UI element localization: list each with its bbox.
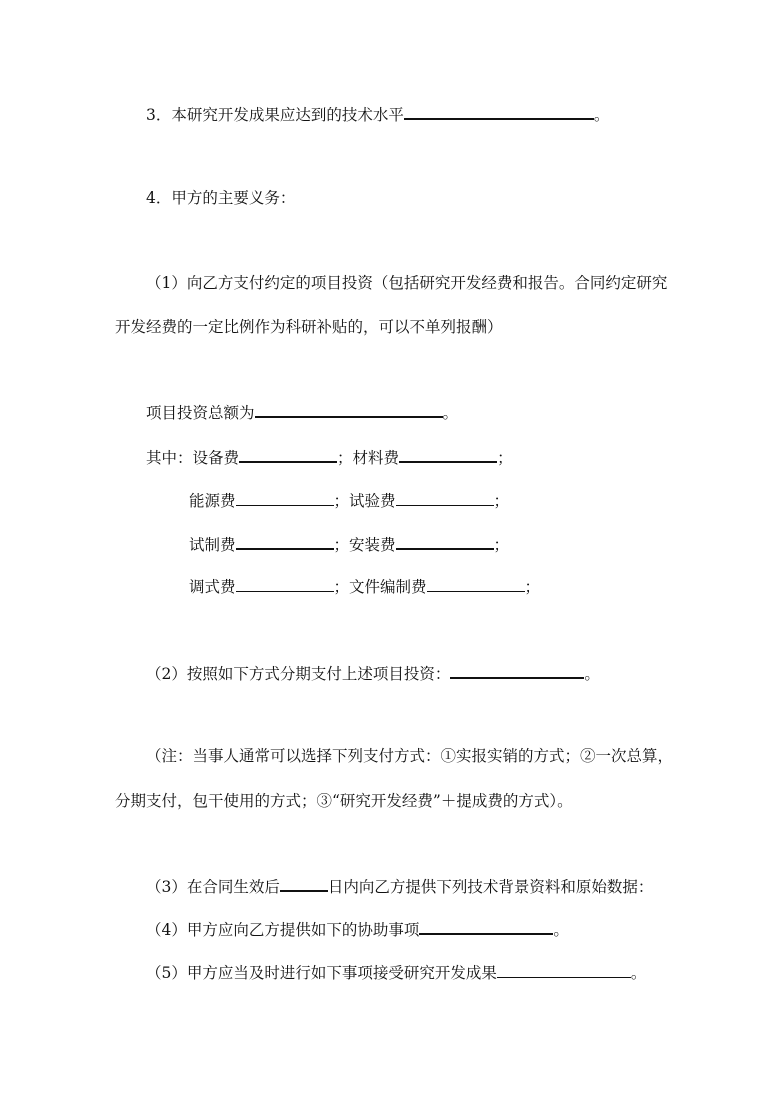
separator: ； <box>333 578 350 596</box>
para-3 <box>146 875 653 897</box>
row-end: ； <box>493 492 510 510</box>
total-suffix: 。 <box>442 404 459 422</box>
row-end: ； <box>497 449 513 467</box>
para-2-text: （2）按照如下方式分期支付上述项目投资： <box>146 665 451 683</box>
para-5 <box>146 962 646 983</box>
note-line-2 <box>115 791 573 811</box>
tech-level-blank[interactable] <box>404 103 594 120</box>
row-end: ； <box>524 578 541 596</box>
trial-production-fee-label: 试制费 <box>189 536 236 554</box>
documentation-fee-label: 文件编制费 <box>349 578 427 596</box>
material-fee-label: 材料费 <box>352 449 400 467</box>
para-3-after: 日内向乙方提供下列技术背景资料和原始数据： <box>327 878 654 896</box>
para-2 <box>146 662 600 684</box>
para-5-text: （5）甲方应当及时进行如下事项接受研究开发成果 <box>146 964 497 982</box>
note-text-1: （注：当事人通常可以选择下列支付方式：①实报实销的方式；②一次总算， <box>146 747 674 765</box>
para-1-line-1 <box>146 273 667 293</box>
item-4-heading <box>146 188 295 208</box>
total-amount-blank[interactable] <box>255 401 443 418</box>
trial-production-fee-blank[interactable] <box>236 533 334 550</box>
note-text-2: 分期支付，包干使用的方式；③“研究开发经费”＋提成费的方式）。 <box>115 792 573 810</box>
para-5-suffix: 。 <box>630 964 647 982</box>
separator: ； <box>333 536 350 554</box>
assistance-blank[interactable] <box>419 918 553 935</box>
para-3-before: （3）在合同生效后 <box>146 878 280 896</box>
equipment-fee-blank[interactable] <box>239 446 337 463</box>
para-4-text: （4）甲方应向乙方提供如下的协助事项 <box>146 921 420 939</box>
para-1-text-2: 开发经费的一定比例作为科研补贴的，可以不单列报酬） <box>115 318 503 336</box>
note-line-1 <box>146 746 673 766</box>
equipment-fee-label: 设备费 <box>192 449 240 467</box>
installation-fee-label: 安装费 <box>349 536 396 554</box>
energy-fee-label: 能源费 <box>189 492 236 510</box>
debugging-fee-blank[interactable] <box>236 576 334 592</box>
material-fee-blank[interactable] <box>399 446 497 463</box>
breakdown-row-2 <box>189 490 509 511</box>
item-4-text: 4．甲方的主要义务： <box>146 189 296 207</box>
acceptance-blank[interactable] <box>497 962 631 978</box>
days-blank[interactable] <box>280 875 328 892</box>
item-3-suffix: 。 <box>593 106 610 124</box>
para-2-suffix: 。 <box>584 665 600 683</box>
breakdown-prefix: 其中： <box>146 449 193 467</box>
installment-blank[interactable] <box>450 662 584 679</box>
para-4-suffix: 。 <box>553 921 569 939</box>
separator: ； <box>333 492 350 510</box>
item-3 <box>146 103 609 125</box>
test-fee-label: 试验费 <box>349 492 396 510</box>
documentation-fee-blank[interactable] <box>427 576 525 592</box>
total-investment <box>146 401 458 423</box>
debugging-fee-label: 调式费 <box>189 578 236 596</box>
para-1-line-2 <box>115 317 503 337</box>
breakdown-row-1 <box>146 446 513 468</box>
energy-fee-blank[interactable] <box>236 490 334 506</box>
separator: ； <box>337 449 353 467</box>
installation-fee-blank[interactable] <box>396 533 494 550</box>
total-label: 项目投资总额为 <box>146 404 255 422</box>
test-fee-blank[interactable] <box>396 490 494 506</box>
breakdown-row-3 <box>189 533 509 555</box>
para-4 <box>146 918 569 940</box>
para-1-text-1: （1）向乙方支付约定的项目投资（包括研究开发经费和报告。合同约定研究 <box>146 274 668 292</box>
breakdown-row-4 <box>189 576 540 597</box>
row-end: ； <box>493 536 510 554</box>
item-3-text: 3．本研究开发成果应达到的技术水平 <box>146 106 404 124</box>
